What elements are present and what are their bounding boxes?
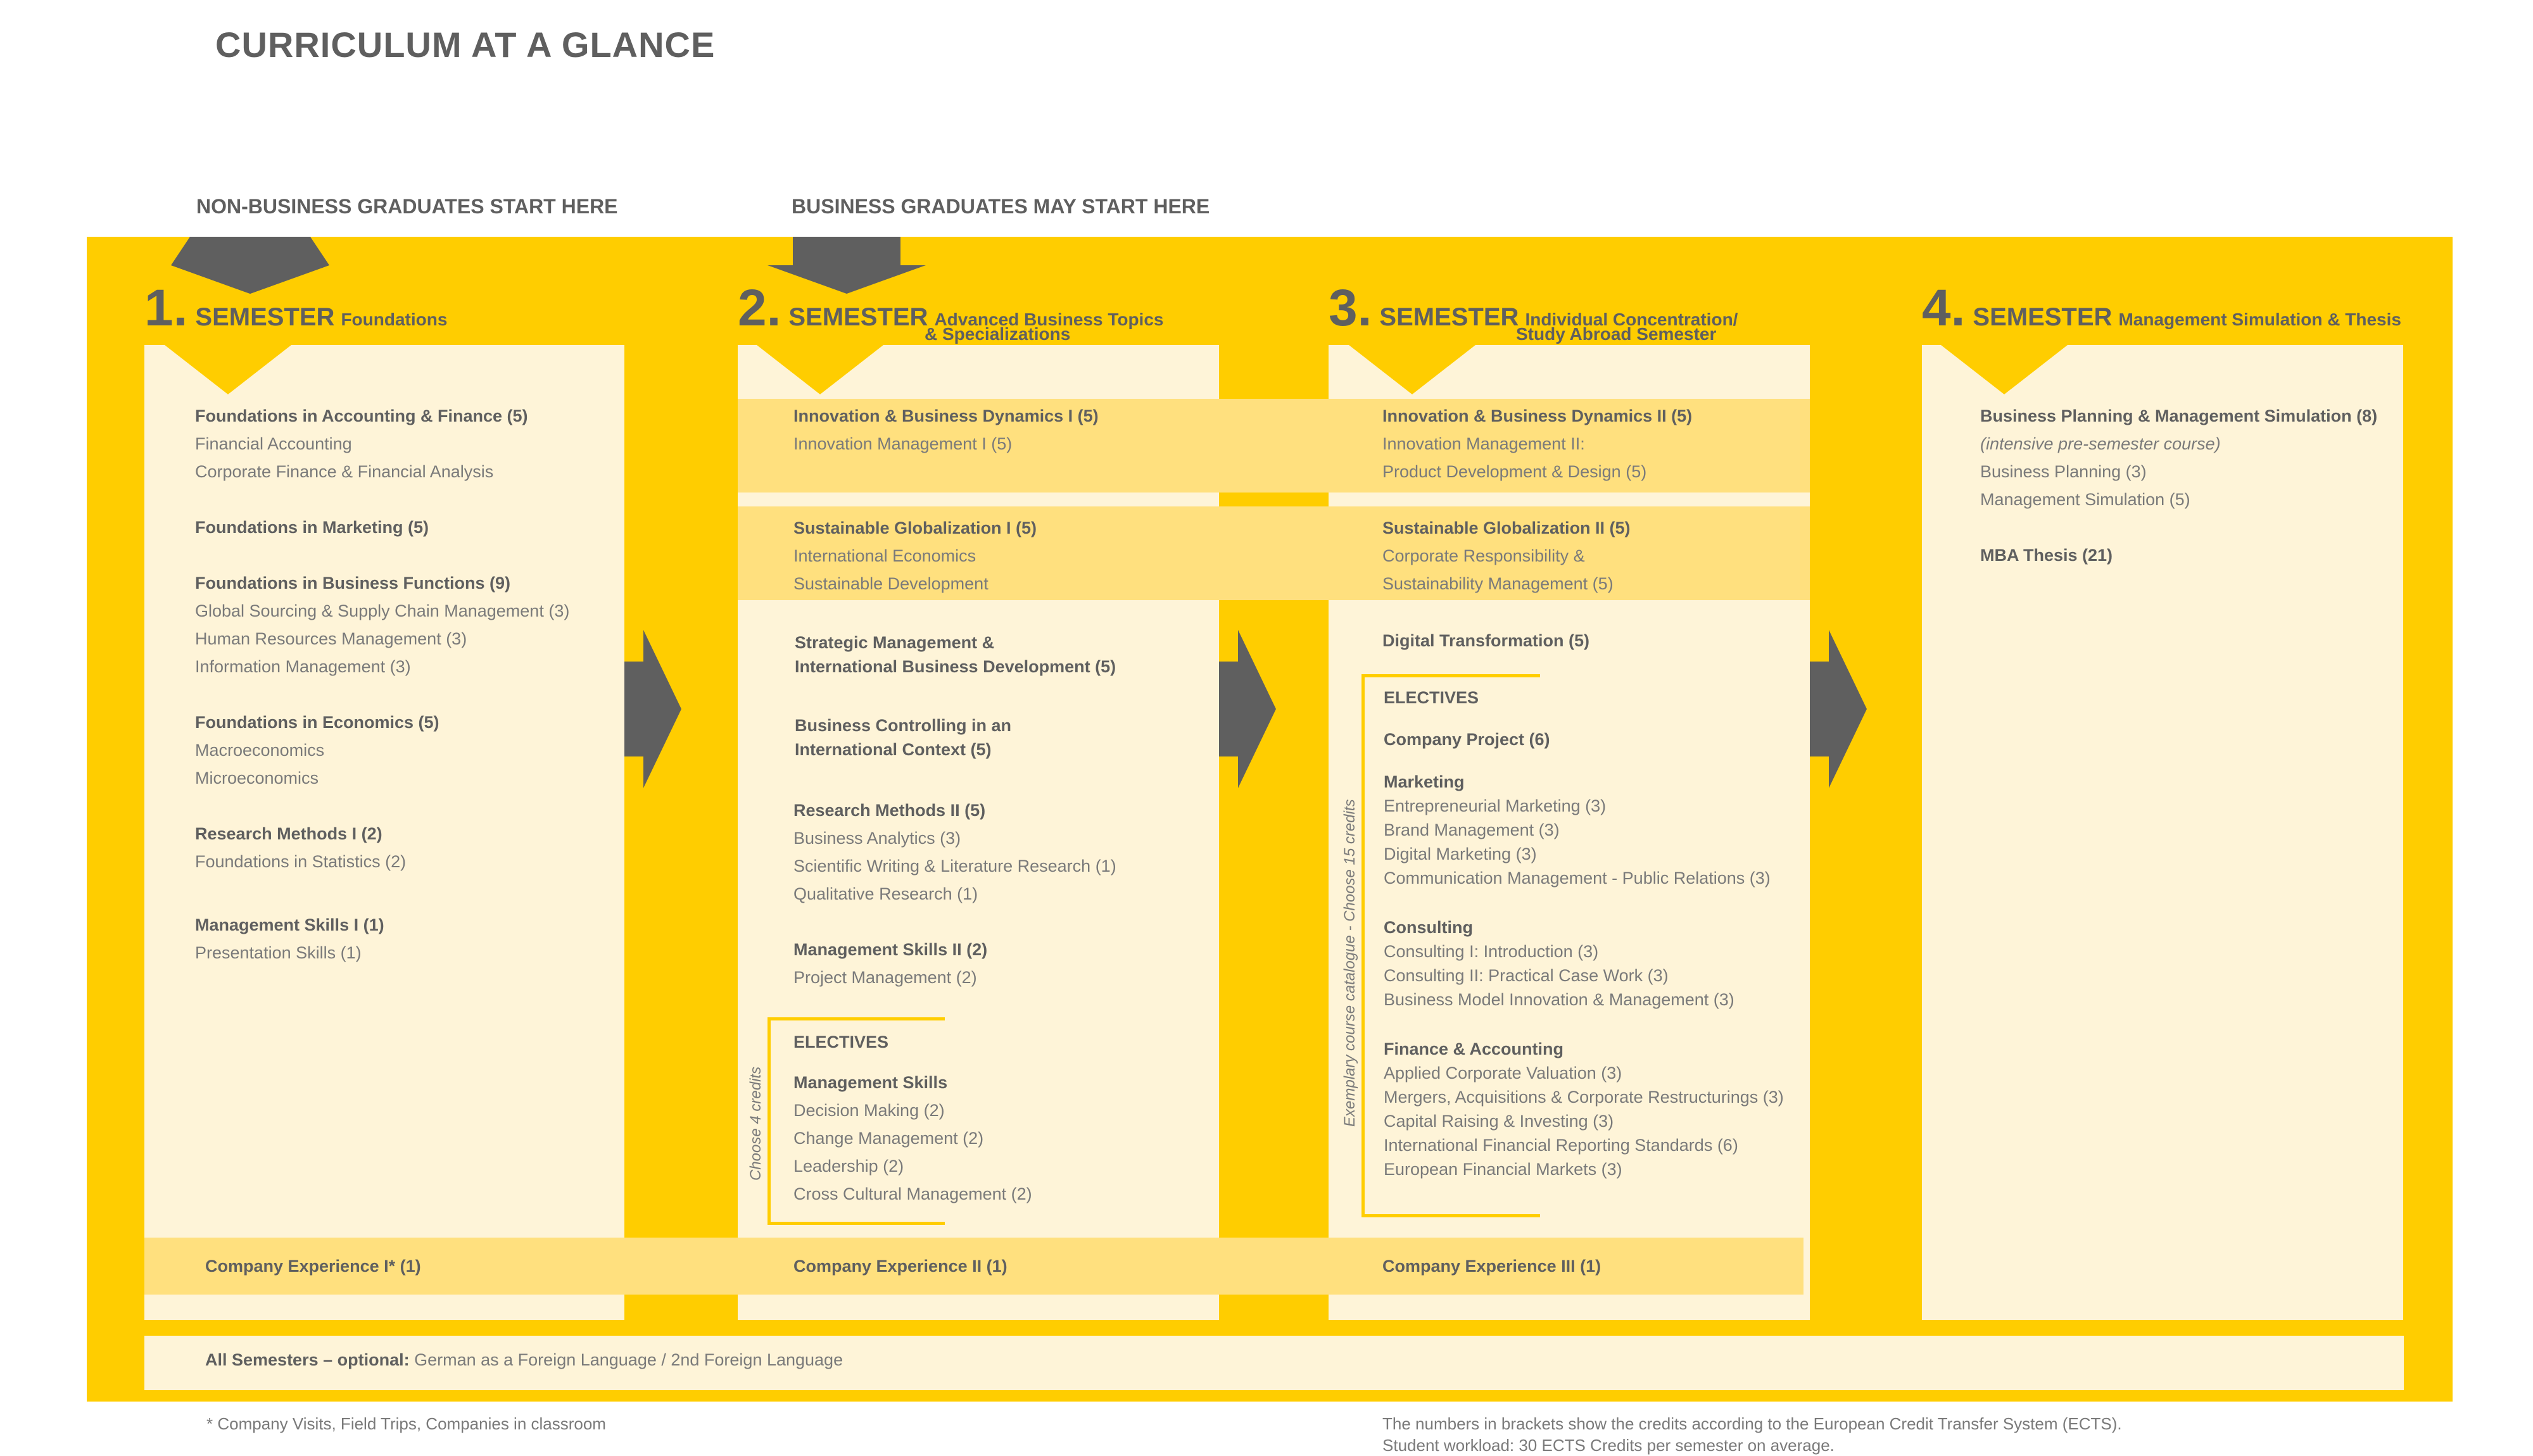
- course-item: Management Simulation (5): [1980, 490, 2190, 509]
- course-item: Project Management (2): [793, 968, 977, 987]
- footnote-company: * Company Visits, Field Trips, Companies in classroom: [206, 1414, 606, 1433]
- course-group-title: MBA Thesis (21): [1980, 546, 2113, 565]
- course-group-title-line2: International Context (5): [795, 740, 992, 759]
- company-project: Company Project (6): [1384, 730, 1550, 749]
- semester-3-header: 3. SEMESTER Individual Concentration/: [1329, 279, 1738, 337]
- course-group-title: Foundations in Economics (5): [195, 713, 439, 732]
- course-group-title: Management Skills I (1): [195, 915, 384, 934]
- optional-text: [205, 1350, 843, 1370]
- course-group-title: Sustainable Globalization I (5): [793, 518, 1037, 537]
- semester-3-electives: [1384, 684, 1784, 1181]
- elective-item: Applied Corporate Valuation (3): [1384, 1064, 1622, 1083]
- course-item: Scientific Writing & Literature Research (1): [793, 857, 1116, 875]
- elective-item: Brand Management (3): [1384, 820, 1560, 839]
- course-group-title: Foundations in Accounting & Finance (5): [195, 406, 528, 425]
- course-group-title: Research Methods I (2): [195, 824, 382, 843]
- electives-group-title: Management Skills: [793, 1073, 948, 1092]
- course-item: Financial Accounting: [195, 434, 352, 453]
- course-item: Sustainable Development: [793, 574, 989, 593]
- course-item: Microeconomics: [195, 769, 319, 788]
- semester-3-subtitle-line2: Study Abroad Semester: [1516, 324, 1717, 344]
- right-arrow-icon: [624, 630, 681, 788]
- course-group-title: Research Methods II (5): [793, 801, 986, 820]
- semester-2-block-1: [793, 402, 1099, 458]
- course-item: Foundations in Statistics (2): [195, 852, 407, 871]
- electives-label: ELECTIVES: [793, 1032, 889, 1051]
- page-title: CURRICULUM AT A GLANCE: [215, 25, 716, 65]
- electives-credit-note-3: Exemplary course catalogue - Choose 15 credits: [1341, 799, 1358, 1127]
- semester-2-block-3: [795, 631, 1116, 762]
- non-business-start-label: NON-BUSINESS GRADUATES START HERE: [196, 195, 618, 218]
- course-item: Business Analytics (3): [793, 829, 961, 848]
- course-group-title: Foundations in Marketing (5): [195, 518, 429, 537]
- course-group-title: Business Controlling in an: [795, 716, 1012, 735]
- course-item: Business Planning (3): [1980, 462, 2147, 481]
- course-item: Innovation Management II:: [1382, 434, 1585, 453]
- course-item: Corporate Finance & Financial Analysis: [195, 462, 494, 481]
- elective-item: Business Model Innovation & Management (3): [1384, 990, 1734, 1009]
- semester-3-block-2: [1382, 514, 1631, 598]
- course-group-title: Strategic Management &: [795, 633, 995, 652]
- course-group-title: Management Skills II (2): [793, 940, 988, 959]
- course-group-title: Sustainable Globalization II (5): [1382, 518, 1631, 537]
- course-group-title: Innovation & Business Dynamics II (5): [1382, 406, 1693, 425]
- electives-group-title: Consulting: [1384, 918, 1473, 937]
- electives-group-title: Marketing: [1384, 772, 1465, 791]
- semester-1-content: [195, 402, 569, 967]
- elective-item: Cross Cultural Management (2): [793, 1184, 1032, 1203]
- elective-item: Change Management (2): [793, 1129, 984, 1148]
- course-item: Innovation Management I (5): [793, 434, 1013, 453]
- elective-item: Digital Marketing (3): [1384, 844, 1537, 863]
- right-arrow-icon: [1810, 630, 1867, 788]
- optional-label: All Semesters – optional:: [205, 1350, 410, 1369]
- course-group-title: Innovation & Business Dynamics I (5): [793, 406, 1099, 425]
- electives-label: ELECTIVES: [1384, 688, 1479, 707]
- semester-2-electives: [793, 1028, 1032, 1208]
- down-arrow-icon: [757, 345, 883, 394]
- electives-group-title: Finance & Accounting: [1384, 1039, 1564, 1058]
- course-item: Qualitative Research (1): [793, 884, 978, 903]
- semester-2-header: 2. SEMESTER Advanced Business Topics: [738, 279, 1164, 337]
- course-item: International Economics: [793, 546, 976, 565]
- elective-item: Consulting I: Introduction (3): [1384, 942, 1599, 961]
- course-item: Presentation Skills (1): [195, 943, 362, 962]
- down-arrow-icon: [1349, 345, 1475, 394]
- elective-item: International Financial Reporting Standards (6): [1384, 1136, 1738, 1155]
- down-arrow-icon: [165, 345, 291, 394]
- elective-item: Leadership (2): [793, 1157, 904, 1176]
- semester-4-header: 4. SEMESTER Management Simulation & Thesis: [1922, 279, 2401, 337]
- semester-2-block-4: [793, 796, 1116, 991]
- business-start-label: BUSINESS GRADUATES MAY START HERE: [792, 195, 1210, 218]
- elective-item: European Financial Markets (3): [1384, 1160, 1622, 1179]
- elective-item: Capital Raising & Investing (3): [1384, 1112, 1614, 1131]
- footnote-workload: Student workload: 30 ECTS Credits per semester on average.: [1382, 1436, 1835, 1455]
- elective-item: Decision Making (2): [793, 1101, 945, 1120]
- semester-2-subtitle-line2: & Specializations: [925, 324, 1071, 344]
- semester-3-block-1: [1382, 402, 1692, 486]
- company-experience-1: Company Experience I* (1): [205, 1257, 421, 1276]
- course-item: Human Resources Management (3): [195, 629, 467, 648]
- course-item: Product Development & Design (5): [1382, 462, 1647, 481]
- semester-4-content: [1980, 402, 2377, 569]
- optional-languages: German as a Foreign Language / 2nd Foreign Language: [414, 1350, 843, 1369]
- footnote-ects: The numbers in brackets show the credits according to the European Credit Transfer System (ECTS).: [1382, 1414, 2122, 1433]
- down-arrow-icon: [1941, 345, 2068, 394]
- course-group-title-line2: International Business Development (5): [795, 657, 1116, 676]
- elective-item: Entrepreneurial Marketing (3): [1384, 796, 1607, 815]
- company-experience-3: Company Experience III (1): [1382, 1257, 1601, 1276]
- semester-2-block-2: [793, 514, 1037, 598]
- elective-item: Mergers, Acquisitions & Corporate Restructurings (3): [1384, 1088, 1784, 1107]
- course-item: Macroeconomics: [195, 741, 325, 760]
- course-item: Corporate Responsibility &: [1382, 546, 1585, 565]
- elective-item: Consulting II: Practical Case Work (3): [1384, 966, 1669, 985]
- course-group-title: Business Planning & Management Simulation (8): [1980, 406, 2378, 425]
- electives-credit-note-2: Choose 4 credits: [747, 1066, 764, 1181]
- course-item: Sustainability Management (5): [1382, 574, 1614, 593]
- digital-transformation: Digital Transformation (5): [1382, 631, 1590, 650]
- right-arrow-icon: [1219, 630, 1276, 788]
- company-experience-2: Company Experience II (1): [793, 1257, 1008, 1276]
- course-group-title: Foundations in Business Functions (9): [195, 574, 511, 593]
- course-item: Global Sourcing & Supply Chain Management (3): [195, 601, 570, 620]
- elective-item: Communication Management - Public Relations (3): [1384, 869, 1771, 888]
- semester-1-header: 1. SEMESTER Foundations: [144, 279, 448, 337]
- course-item: Information Management (3): [195, 657, 411, 676]
- course-note: (intensive pre-semester course): [1980, 434, 2221, 453]
